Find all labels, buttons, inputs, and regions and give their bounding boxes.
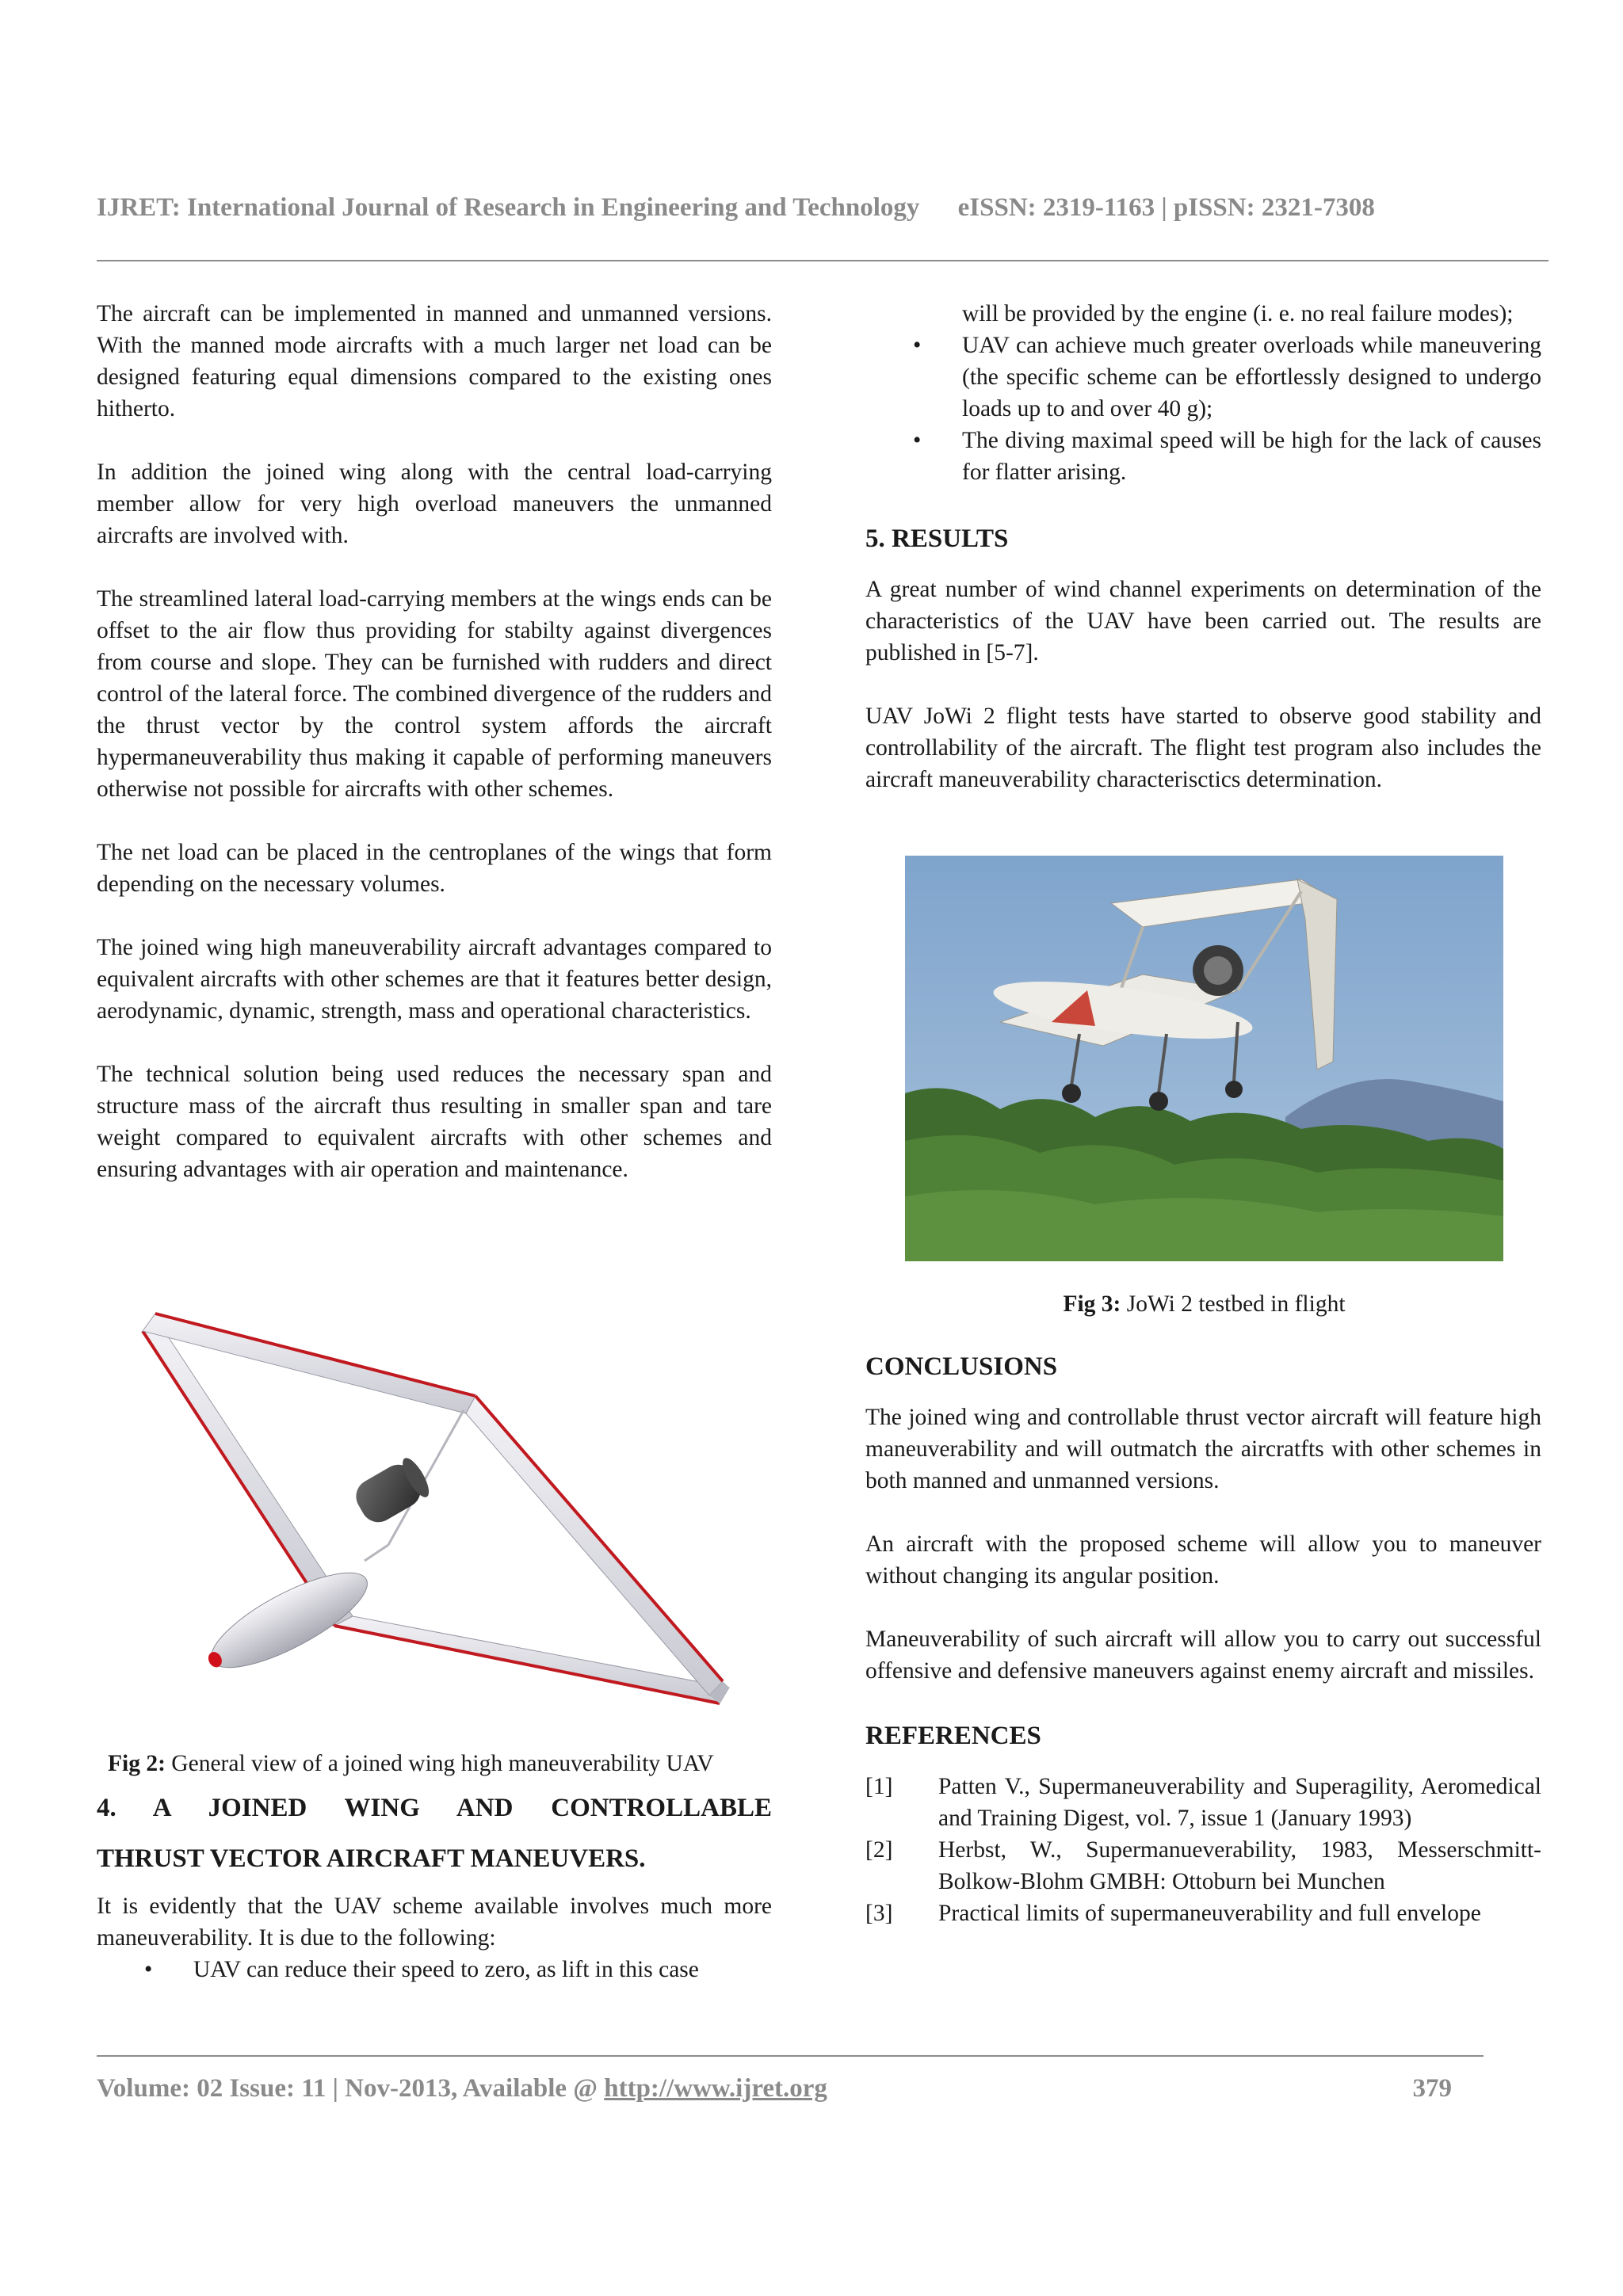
fig2-caption [108, 1751, 714, 1777]
figure-joined-wing-uav [127, 1307, 737, 1727]
list-item: will be provided by the engine (i. e. no real failure modes); [962, 301, 1514, 326]
paragraph: In addition the joined wing along with the central load-carrying member allow for very high overload maneuvers the unmanned aircrafts are involved with. [97, 460, 772, 548]
list-item: • UAV can reduce their speed to zero, as lift in this case [144, 1957, 699, 1982]
journal-title: IJRET: International Journal of Research in Engineering and Technology [97, 193, 920, 222]
paragraph: An aircraft with the proposed scheme will allow you to maneuver without changing its angular position. [865, 1531, 1541, 1589]
list-item: • The diving maximal speed will be high for the lack of causes for flatter arising. [913, 428, 1541, 485]
section-4-heading-line1: 4. A JOINED WING AND CONTROLLABLE [97, 1794, 772, 1822]
reference-list [865, 1771, 1541, 1929]
footer-rule [97, 2055, 1484, 2057]
figure-jowi2-photo [905, 856, 1503, 1261]
journal-issn: eISSN: 2319-1163 | pISSN: 2321-7308 [957, 193, 1375, 222]
fig2-text: General view of a joined wing high maneuverability UAV [171, 1751, 714, 1776]
paragraph: UAV JoWi 2 flight tests have started to observe good stability and controllability of the aircraft. The flight test program also includes the aircraft maneuverability characterisctics determination. [865, 704, 1541, 792]
page-number: 379 [1412, 2074, 1452, 2103]
conclusions-section [865, 1349, 1541, 1929]
right-column [865, 298, 1541, 795]
footer-volume: Volume: 02 Issue: 11 | Nov-2013, Available @ [97, 2074, 605, 2103]
paragraph: The aircraft can be implemented in manned and unmanned versions. With the manned mode aircrafts with a much larger net load can be designed featuring equal dimensions compared to the existing ones hitherto. [97, 301, 772, 421]
results-heading: 5. RESULTS [865, 524, 1009, 553]
section-4-heading-line2: THRUST VECTOR AIRCRAFT MANEUVERS. [97, 1844, 646, 1873]
paragraph: A great number of wind channel experiments on determination of the characteristics of the UAV have been carried out. The results are published in [5-7]. [865, 577, 1541, 666]
fig3-text: JoWi 2 testbed in flight [1126, 1291, 1346, 1317]
reference-item: [1] Patten V., Supermaneuverability and Superagility, Aeromedical and Training Digest, vol. 7, issue 1 (January 1993) [865, 1774, 1541, 1831]
list-item: • UAV can achieve much greater overloads while maneuvering (the specific scheme can be effortlessly designed to undergo loads up to and over 40 g); [913, 333, 1541, 421]
left-column [97, 298, 772, 1185]
paragraph: The streamlined lateral load-carrying members at the wings ends can be offset to the air flow thus providing for stabilty against divergences from course and slope. They can be furnished with rudders and direct control of the lateral force. The combined divergence of the rudders and the thrust vector by the control system affords the aircraft hypermaneuverability thus making it capable of performing maneuvers otherwise not possible for aircrafts with other schemes. [97, 586, 772, 802]
section-4 [97, 1783, 772, 1985]
fig3-label: Fig 3: [1063, 1291, 1121, 1317]
journal-link[interactable]: http://www.ijret.org [604, 2074, 827, 2103]
bullet-list [865, 298, 1541, 488]
journal-header [97, 193, 1523, 223]
paragraph: The net load can be placed in the centroplanes of the wings that form depending on the necessary volumes. [97, 840, 772, 897]
references-heading: REFERENCES [865, 1722, 1041, 1750]
page-footer [97, 2074, 1452, 2103]
paragraph: The technical solution being used reduces the necessary span and structure mass of the aircraft thus resulting in smaller span and tare weight compared to equivalent aircrafts with other schemes and ensuring advantages with air operation and maintenance. [97, 1062, 772, 1182]
paragraph: Maneuverability of such aircraft will allow you to carry out successful offensive and defensive maneuvers against enemy aircraft and missiles. [865, 1627, 1541, 1684]
header-rule [97, 260, 1549, 261]
section-4-bullets [97, 1954, 772, 1985]
section-4-intro: It is evidently that the UAV scheme available involves much more maneuverability. It is due to the following: [97, 1894, 772, 1951]
conclusions-heading: CONCLUSIONS [865, 1352, 1058, 1381]
paragraph: The joined wing high maneuverability aircraft advantages compared to equivalent aircrafts with other schemes are that it features better design, aerodynamic, dynamic, strength, mass and operational characteristics. [97, 935, 772, 1024]
reference-item: [2] Herbst, W., Supermanueverability, 1983, Messerschmitt-Bolkow-Blohm GMBH: Ottoburn bei Munchen [865, 1837, 1541, 1894]
fig2-label: Fig 2: [108, 1751, 166, 1776]
reference-item: [3] Practical limits of supermaneuverability and full envelope [865, 1901, 1481, 1926]
paragraph: The joined wing and controllable thrust vector aircraft will feature high maneuverability and will outmatch the aircratfts with other schemes in both manned and unmanned versions. [865, 1405, 1541, 1493]
fig3-caption [905, 1291, 1503, 1318]
